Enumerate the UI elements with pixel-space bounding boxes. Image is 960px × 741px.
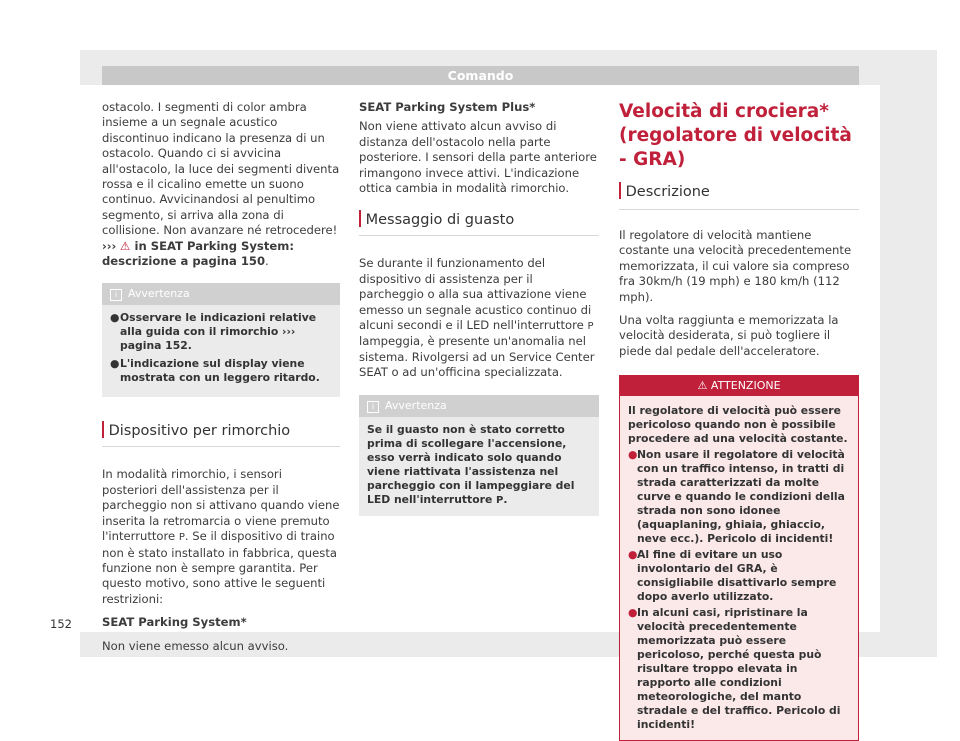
heading-accent bbox=[359, 210, 361, 227]
bullet-icon: ● bbox=[628, 448, 638, 462]
list-item bbox=[628, 448, 850, 546]
section-heading bbox=[102, 421, 340, 447]
note-text: Se il guasto non è stato corretto prima di scollegare l'accensione, esso verrà indicato solo quando viene riattivata l'assistenza nel parcheggio con il lampeggiare del LED nell'interruttore bbox=[367, 422, 575, 506]
column-left bbox=[102, 100, 340, 662]
note-title: Avvertenza bbox=[385, 398, 447, 412]
paragraph-text: Se durante il funzionamento del dispositivo di assistenza per il parcheggio o alla sua attivazione viene emesso un segnale acustico continuo di alcuni secondi e il LED nell'interruttore bbox=[359, 256, 592, 333]
note-header bbox=[102, 283, 340, 305]
list-item-text: Non usare il regolatore di velocità con un traffico intenso, in tratti di strada caratterizzati da molte curve e quando le condizioni della strada non sono idonee (aquaplaning, ghiaia, ghiaccio, neve ecc.). Pericolo di incidenti! bbox=[637, 448, 845, 546]
note-body bbox=[102, 305, 340, 397]
section-title: Dispositivo per rimorchio bbox=[108, 423, 291, 440]
parking-switch-icon: P bbox=[178, 532, 185, 544]
note-title: Avvertenza bbox=[128, 287, 190, 301]
warning-box bbox=[619, 375, 859, 741]
info-icon: i bbox=[367, 401, 379, 413]
list-item bbox=[110, 357, 332, 385]
chapter-title: Velocità di crociera* (regolatore di velocità - GRA) bbox=[619, 101, 852, 170]
paragraph-text: ostacolo. I segmenti di color ambra insieme a un segnale acustico discontinuo indicano la presenza di un ostacolo. Quando ci si avvicina all'ostacolo, la luce dei segmenti diventa rossa e il cicalino emette un suono continuo. Avvicinandosi al penultimo segmento, si arriva alla zona di collisione. Non avanzare né retrocedere! bbox=[102, 100, 340, 238]
paragraph: Una volta raggiunta e memorizzata la velocità desiderata, si può togliere il piede dal pedale dell'acceleratore. bbox=[619, 313, 839, 358]
paragraph-end: . bbox=[265, 254, 269, 269]
note-header bbox=[359, 395, 599, 417]
warning-intro: Il regolatore di velocità può essere pericoloso quando non è possibile procedere ad una velocità costante. bbox=[628, 404, 848, 446]
column-middle bbox=[359, 100, 599, 540]
note-box bbox=[102, 283, 340, 397]
paragraph-text: lampeggia, è presente un'anomalia nel sistema. Rivolgersi ad un Service Center SEAT o ad un'officina specializzata. bbox=[359, 334, 595, 380]
paragraph-text: In modalità rimorchio, i sensori posteriori dell'assistenza per il parcheggio non si attivano quando viene inserita la retromarcia o viene premuto l'interruttore bbox=[102, 467, 340, 544]
warning-body bbox=[620, 396, 858, 740]
list-item bbox=[628, 548, 850, 604]
parking-switch-icon: P bbox=[496, 494, 504, 506]
heading-accent bbox=[619, 182, 621, 199]
warning-header bbox=[620, 376, 858, 396]
section-heading bbox=[359, 210, 599, 236]
cross-ref-link[interactable]: in SEAT Parking System: descrizione a pagina 150 bbox=[102, 238, 294, 269]
list-item-text: Al fine di evitare un uso involontario del GRA, è consigliabile disattivarlo sempre dopo averlo utilizzato. bbox=[637, 548, 837, 604]
list-item-text: L'indicazione sul display viene mostrata con un leggero ritardo. bbox=[120, 357, 320, 385]
chapter-header: Comando bbox=[102, 66, 859, 85]
list-item-text: In alcuni casi, ripristinare la velocità precedentemente memorizzata può essere pericoloso, perché questa può risultare troppo elevata in rapporto alle condizioni meteorologiche, del manto stradale e del traffico. Pericolo di incidenti! bbox=[637, 606, 841, 732]
cross-ref-arrows[interactable]: ››› bbox=[102, 238, 117, 253]
paragraph: Non viene emesso alcun avviso. bbox=[102, 638, 289, 653]
bullet-icon: ● bbox=[110, 357, 120, 371]
paragraph-text: . Se il dispositivo di traino non è stato installato in fabbrica, questa funzione non è sempre garantita. Per questo motivo, sono attive le seguenti restrizioni: bbox=[102, 529, 337, 606]
section-title: Messaggio di guasto bbox=[365, 212, 515, 229]
warning-triangle-icon: ⚠ bbox=[120, 238, 131, 253]
bullet-icon: ● bbox=[110, 311, 120, 325]
paragraph: Non viene attivato alcun avviso di distanza dell'ostacolo nella parte posteriore. I sensori della parte anteriore rimangono invece attivi. L'indicazione ottica cambia in modalità rimorchio. bbox=[359, 119, 597, 196]
sub-heading: SEAT Parking System* bbox=[102, 615, 247, 630]
note-body bbox=[359, 417, 599, 516]
paragraph bbox=[359, 256, 599, 380]
list-item-text: Osservare le indicazioni relative alla guida con il rimorchio ››› pagina 152. bbox=[120, 311, 317, 353]
bullet-icon: ● bbox=[628, 548, 638, 562]
info-icon: i bbox=[110, 289, 122, 301]
note-text: . bbox=[503, 492, 508, 506]
sub-heading: SEAT Parking System Plus* bbox=[359, 100, 536, 114]
warning-title: ATTENZIONE bbox=[710, 379, 781, 393]
list-item bbox=[628, 606, 850, 732]
note-box bbox=[359, 395, 599, 516]
section-title: Descrizione bbox=[625, 184, 710, 200]
page-number: 152 bbox=[50, 617, 72, 631]
heading-accent bbox=[102, 421, 104, 438]
paragraph: Il regolatore di velocità mantiene costante una velocità precedentemente memorizzata, il cui valore sia compreso fra 30km/h (19 mph) e 180 km/h (112 mph). bbox=[619, 228, 852, 304]
paragraph bbox=[102, 467, 340, 607]
bullet-icon: ● bbox=[628, 606, 638, 620]
warning-triangle-icon: ⚠ bbox=[697, 379, 708, 393]
paragraph bbox=[102, 100, 340, 269]
list-item bbox=[110, 311, 332, 353]
parking-switch-icon: P bbox=[587, 321, 594, 333]
section-heading bbox=[619, 182, 859, 210]
column-right bbox=[619, 100, 859, 741]
